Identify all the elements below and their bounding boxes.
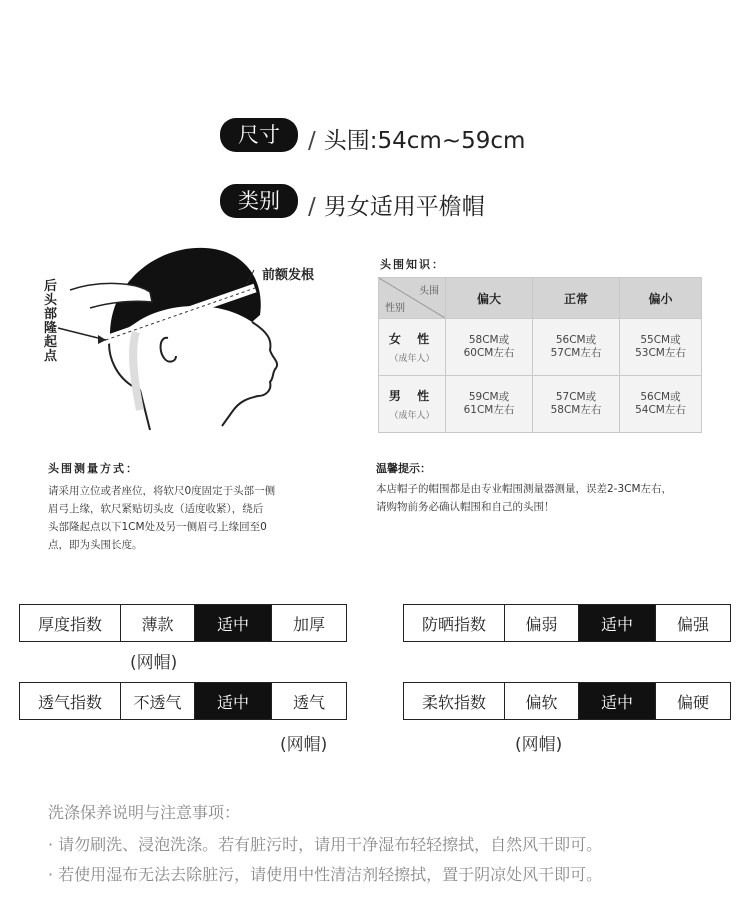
table-cell: 59CM或 61CM左右 [446, 376, 533, 433]
indicator-option: 偏强 [676, 614, 709, 634]
care-title: 洗涤保养说明与注意事项： [48, 803, 241, 822]
indicator-option: 偏软 [505, 683, 579, 719]
slash-divider: / [308, 128, 316, 154]
forehead-label: 前额发根 [262, 268, 315, 283]
category-tag: 类别 [220, 184, 298, 218]
size-value: 头围:54cm~59cm [323, 128, 526, 154]
indicator-label: 防晒指数 [404, 605, 505, 641]
corner-top-label: 头围 [419, 286, 439, 297]
row-header-male: 男 性 （成年人） [379, 376, 446, 433]
table-cell: 56CM或 54CM左右 [620, 376, 702, 433]
table-cell: 55CM或 53CM左右 [620, 319, 702, 376]
ear-shape [161, 338, 176, 362]
indicator-option-selected: 适中 [579, 605, 656, 641]
care-item: · 请勿刷洗、浸泡洗涤。若有脏污时，请用干净湿布轻轻擦拭，自然风干即可。 [48, 835, 603, 854]
thickness-note: (网帽) [130, 653, 178, 673]
breathability-note: (网帽) [280, 735, 328, 755]
indicator-option: 透气 [292, 692, 325, 712]
column-header: 偏小 [620, 278, 702, 319]
indicator-label: 柔软指数 [404, 683, 505, 719]
knowledge-title: 头围知识： [380, 258, 445, 271]
tape-hanging [133, 332, 140, 410]
column-header: 正常 [533, 278, 620, 319]
sun-protection-indicator [403, 604, 731, 642]
measure-text: 请采用立位或者座位，将软尺0度固定于头部一侧 眉弓上缘，软尺紧贴切头皮（适度收紧），绕后 头部隆起点以下1CM处及另一侧眉弓上缘回至0 点，即为头围长度。 [48, 485, 276, 551]
table-cell: 57CM或 58CM左右 [533, 376, 620, 433]
face-outline [222, 322, 277, 426]
tips-text: 本店帽子的帽围都是由专业帽围测量器测量，误差2-3CM左右， 请购物前务必确认帽围和自己的头围！ [376, 483, 673, 513]
thickness-indicator [19, 604, 347, 642]
indicator-option-selected: 适中 [579, 683, 656, 719]
breathability-indicator [19, 682, 347, 720]
table-cell: 58CM或 60CM左右 [446, 319, 533, 376]
size-knowledge-table [378, 277, 702, 433]
indicator-option: 不透气 [121, 683, 195, 719]
measure-title: 头围测量方式： [48, 462, 139, 475]
softness-note: (网帽) [515, 735, 563, 755]
tips-title: 温馨提示： [376, 462, 431, 475]
indicator-label: 透气指数 [20, 683, 121, 719]
indicator-option: 薄款 [121, 605, 195, 641]
row-header-female: 女 性 （成年人） [379, 319, 446, 376]
category-value: 男女适用平檐帽 [323, 194, 485, 220]
column-header: 偏大 [446, 278, 533, 319]
corner-bottom-label: 性别 [385, 303, 405, 314]
corner-cell [379, 278, 446, 319]
table-cell: 56CM或 57CM左右 [533, 319, 620, 376]
category-text [306, 188, 485, 221]
indicator-option: 偏硬 [676, 692, 709, 712]
softness-indicator [403, 682, 731, 720]
slash-divider: / [308, 194, 316, 220]
indicator-option: 加厚 [292, 614, 325, 634]
size-tag: 尺寸 [220, 118, 298, 152]
indicator-option: 偏弱 [505, 605, 579, 641]
care-item: · 若使用湿布无法去除脏污，请使用中性清洁剂轻擦拭，置于阴凉处风干即可。 [48, 865, 603, 884]
indicator-option-selected: 适中 [195, 683, 272, 719]
indicator-option-selected: 适中 [195, 605, 272, 641]
size-text [306, 122, 525, 155]
back-head-label: 后 头 部 隆 起 点 [44, 279, 58, 364]
indicator-label: 厚度指数 [20, 605, 121, 641]
